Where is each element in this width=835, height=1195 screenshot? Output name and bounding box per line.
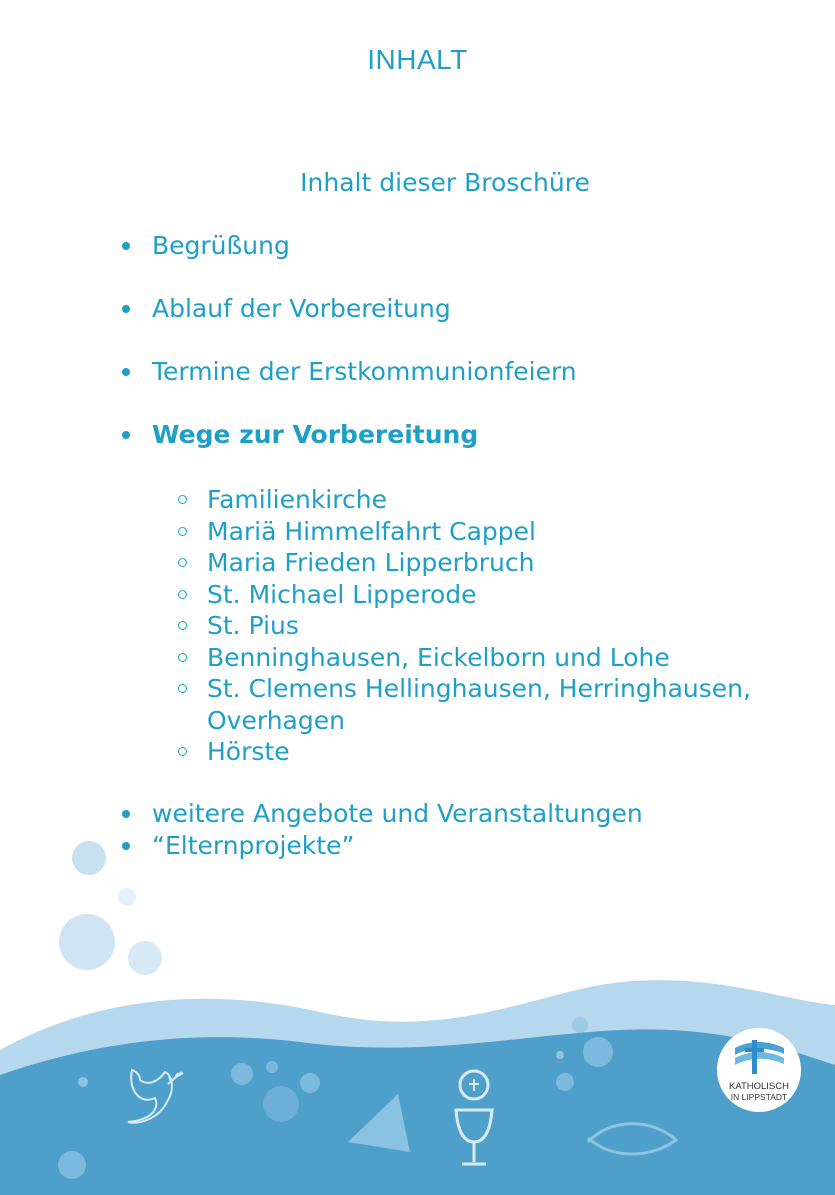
list-item-label: Ablauf der Vorbereitung (152, 294, 451, 323)
bubble-icon (556, 1073, 574, 1091)
list-item-label: Begrüßung (152, 231, 290, 260)
bubble-icon (263, 1086, 299, 1122)
list-item-label: St. Pius (207, 611, 299, 640)
page-title: INHALT (367, 44, 468, 75)
bubble-icon (231, 1063, 253, 1085)
bubble-icon (78, 1077, 88, 1087)
bubble-icon (59, 914, 115, 970)
logo-text-line1: KATHOLISCH (728, 1081, 790, 1092)
bubble-icon (128, 941, 162, 975)
bubble-icon (58, 1151, 86, 1179)
dark-wave (0, 1029, 835, 1195)
list-item-label: St. Clemens Hellinghausen, Herringhausen, (207, 674, 751, 703)
list-item-label: Wege zur Vorbereitung (152, 420, 479, 449)
bubble-icon (300, 1073, 320, 1093)
bubble-icon (118, 888, 136, 906)
bubble-icon (583, 1037, 613, 1067)
katholisch-in-lippstadt-logo (717, 1028, 801, 1112)
list-item-label: Familienkirche (207, 485, 387, 514)
list-item-label: Hörste (207, 737, 290, 766)
list-item-label: Benninghausen, Eickelborn und Lohe (207, 642, 670, 672)
bubble-icon (572, 1017, 588, 1033)
bubble-icon (72, 841, 106, 875)
logo-text-line2: IN LIPPSTADT (730, 1092, 788, 1102)
bubble-icon (556, 1051, 564, 1059)
list-item-label: Maria Frieden Lipperbruch (207, 548, 535, 577)
list-item-label: Mariä Himmelfahrt Cappel (207, 516, 536, 546)
bubble-icon (266, 1061, 278, 1073)
list-item-label: St. Michael Lipperode (207, 579, 477, 609)
brochure-subtitle: Inhalt dieser Broschüre (300, 168, 590, 197)
list-item-label: Termine der Erstkommunionfeiern (152, 357, 577, 386)
list-item-label: Overhagen (207, 705, 345, 735)
list-item-label: “Elternprojekte” (152, 830, 355, 860)
list-item-label: weitere Angebote und Veranstaltungen (152, 799, 643, 828)
